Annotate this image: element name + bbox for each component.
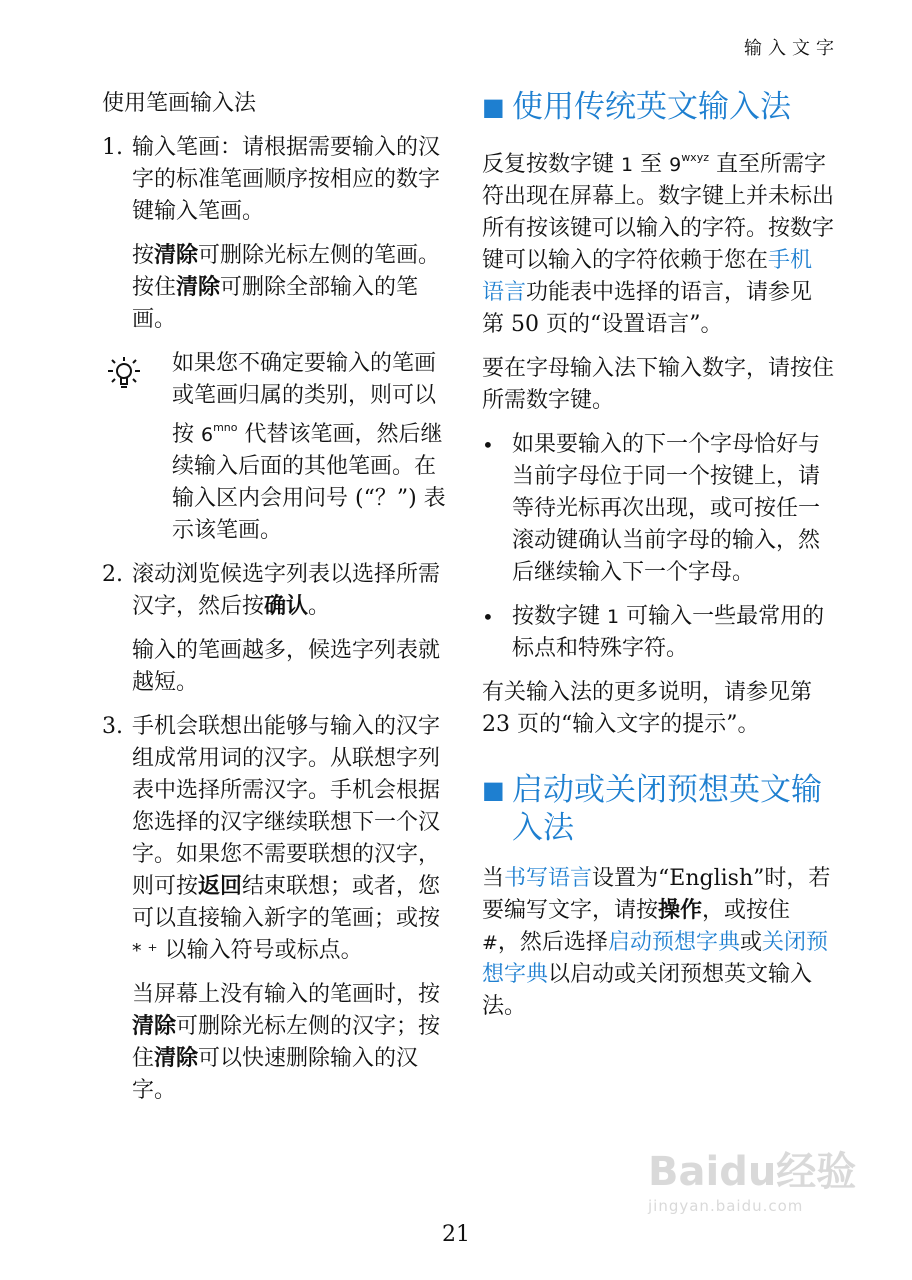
section-heading: ■ 启动或关闭预想英文输入法 (482, 772, 822, 846)
key-6: 6 (201, 424, 214, 446)
item-number: 3. (102, 714, 123, 739)
list-item-1 (102, 132, 452, 228)
item-number: 1. (102, 135, 123, 160)
paragraph: 要在字母输入法下输入数字，请按住所需数字键。 (482, 356, 835, 413)
right-column (482, 88, 834, 1023)
key-hash: # (482, 932, 498, 954)
link-writing-language[interactable]: 书写语言 (504, 866, 593, 891)
link-dict-on[interactable]: 启动预想字典 (607, 930, 740, 955)
running-header: 输入文字 (744, 38, 840, 59)
list-item-2 (102, 559, 452, 623)
link-dict-off[interactable]: 关闭预想字典 (482, 930, 828, 987)
key-1: 1 (607, 606, 620, 628)
item-text: 滚动浏览候选字列表以选择所需汉字，然后按确认。 (132, 562, 441, 619)
list-item: • 如果要输入的下一个字母恰好与当前字母位于同一个按键上，请等待光标再次出现，或可按任一滚动键确认当前字母的输入，然后继续输入下一个字母。 (482, 432, 821, 585)
softkey-clear: 清除 (154, 243, 199, 268)
key-star: * ⁺ (132, 940, 158, 962)
section-subhead: 使用笔画输入法 (102, 91, 257, 116)
item-number: 2. (102, 562, 123, 587)
paragraph: 反复按数字键 1 至 $9^{wxyz}$ 直至所需字符出现在屏幕上。数字键上并未标出所有按该键可以输入的字符。按数字键可以输入的字符依赖于您在手机语言功能表中选择的语言，请参见第 50 页的“设置语言”。 (482, 151, 835, 337)
softkey-back: 返回 (198, 874, 243, 899)
page-number: 21 (442, 1222, 470, 1247)
lightbulb-icon (102, 348, 172, 547)
key-1: 1 (621, 154, 634, 176)
note-fewer: 输入的笔画越多，候选字列表就越短。 (132, 638, 441, 695)
paragraph: 有关输入法的更多说明，请参见第 23 页的“输入文字的提示”。 (482, 680, 813, 737)
paragraph: 当书写语言设置为“English”时，若要编写文字，请按操作，或按住 #，然后选择启动预想字典或关闭预想字典以启动或关闭预想英文输入法。 (482, 866, 831, 1019)
softkey-options: 操作 (658, 898, 703, 923)
key-9: 9 (669, 154, 682, 176)
left-column (102, 88, 452, 1119)
tip-block (102, 348, 452, 547)
note-delete: 当屏幕上没有输入的笔画时，按清除可删除光标左侧的汉字；按住清除可以快速删除输入的汉字。 (132, 982, 441, 1103)
item-text: 输入笔画：请根据需要输入的汉字的标准笔画顺序按相应的数字键输入笔画。 (132, 135, 441, 224)
link-phone-language[interactable]: 手机语言 (482, 248, 813, 305)
watermark-url: jingyan.baidu.com (648, 1197, 804, 1215)
bullet-list (482, 429, 834, 665)
list-item-3 (102, 711, 452, 967)
item-text: 手机会联想出能够与输入的汉字组成常用词的汉字。从联想字列表中选择所需汉字。手机会根据您选择的汉字继续联想下一个汉字。如果您不需要联想的汉字，则可按返回结束联想；或者，您可以直接输入新字的笔画；或按 * ⁺ 以输入符号或标点。 (132, 714, 441, 963)
tip-text: 如果您不确定要输入的笔画或笔画归属的类别，则可以按 $6^{mno}$ 代替该笔画，然后继续输入后面的其他笔画。在输入区内会用问号 (“？”) 表示该笔画。 (172, 351, 446, 543)
softkey-select: 确认 (264, 594, 309, 619)
section-heading: ■ 使用传统英文输入法 (482, 89, 791, 125)
watermark-logo: Baidu经验 (648, 1149, 857, 1195)
note-clear: 按清除可删除光标左侧的笔画。按住清除可删除全部输入的笔画。 (132, 243, 441, 332)
list-item: • 按数字键 1 可输入一些最常用的标点和特殊字符。 (482, 604, 825, 661)
softkey-clear: 清除 (176, 275, 221, 300)
